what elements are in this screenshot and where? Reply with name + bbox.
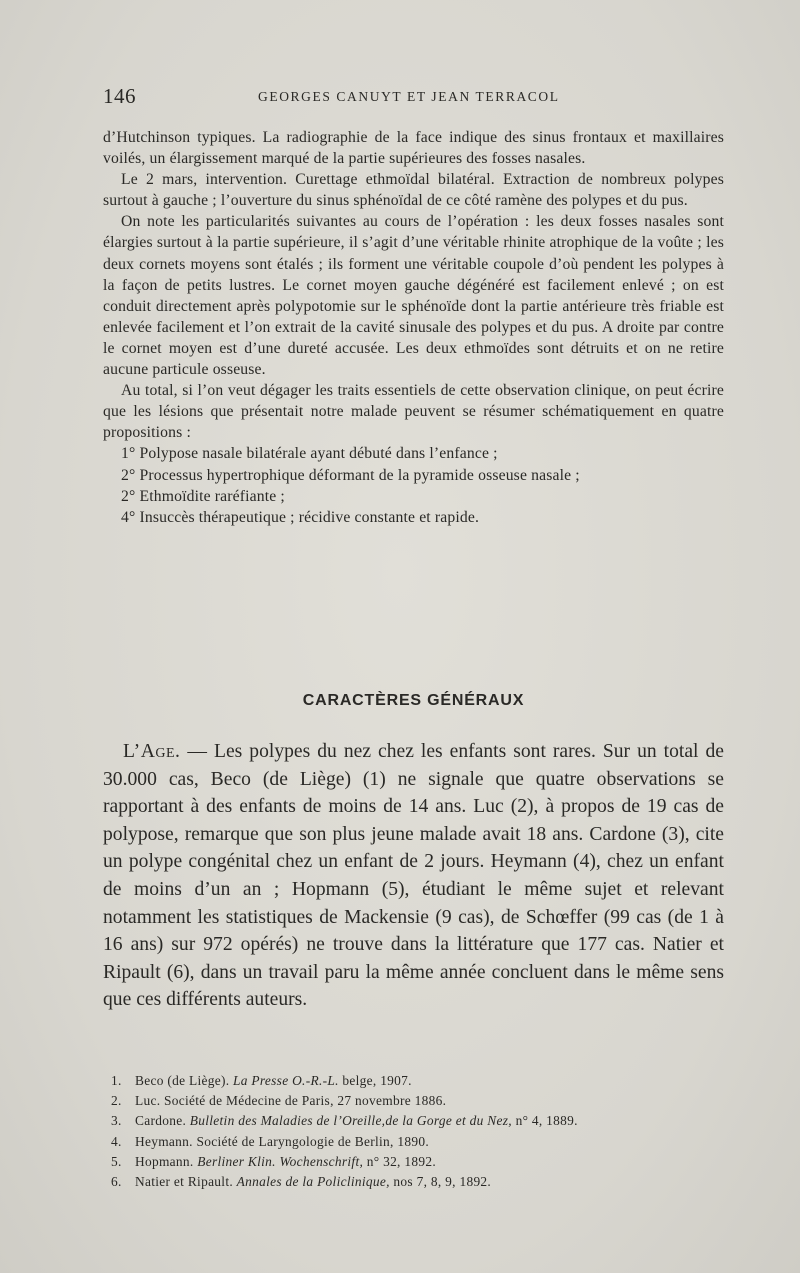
paragraph [103,738,724,1014]
footnote-number: 6. [111,1174,122,1190]
footnote-title: Bulletin des Maladies de l’Oreille,de la Gorge et du Nez, [189,1113,512,1129]
list-item: 2° Processus hypertrophique déformant de la pyramide osseuse nasale ; [121,466,580,484]
footnote [111,1071,731,1091]
footnote-text: Hopmann. [135,1153,198,1169]
footnote-text: Cardone. [135,1113,190,1129]
page-header [103,84,713,108]
running-head: GEORGES CANUYT ET JEAN TERRACOL [258,89,560,104]
footnote-text: Beco (de Liège). [135,1073,234,1088]
footnote-number: 3. [111,1113,122,1129]
paragraph: Le 2 mars, intervention. Curettage ethmoïdal bilatéral. Extraction de nombreux polypes surtout à gauche ; l’ouverture du sinus sphénoïdal de ce côté ramène des polypes et du pus. [103,171,724,210]
footnote-title: Annales de la Policlinique, [236,1174,390,1190]
footnote-number: 1. [111,1073,122,1088]
lead-term: L’Age. [123,741,181,762]
paragraph: On note les particularités suivantes au cours de l’opération : les deux fosses nasales sont élargies surtout à la partie supérieure, il s’agit d’une véritable rhinite atrophique de la voûte ; les deux cornets moyens sont étalés ; ils forment une véritable coupole d’où pendent les polypes à la façon de petits lustres. Le cornet moyen gauche dégénéré est facilement enlevé ; on est conduit directement après polypotomie sur le sphénoïde dont la partie antérieure très friable est enlevée facilement et l’on extrait de la cavité sinusale des polypes et du pus. A droite par contre le cornet moyen est d’une dureté accusée. Les deux ethmoïdes sont détruits et on ne retire aucune particule osseuse. [103,213,724,379]
lead-text: — Les polypes du nez chez les enfants sont rares. Sur un total de 30.000 cas, Beco (de Liège) (1) ne signale que quatre observations se rapportant à des enfants de moins de 14 ans. Luc (2), à propos de 19 cas de polypose, remarque que son plus jeune malade avait 18 ans. Cardone (3), cite un polype congénital chez un enfant de 2 jours. Heymann (4), chez un enfant de moins d’un an ; Hopmann (5), étudiant le même sujet et relevant notamment les statistiques de Mackensie (9 cas), de Schœffer (99 cas (de 1 à 16 ans) sur 972 opérés) ne trouve dans la littérature que 177 cas. Natier et Ripault (6), dans un travail paru la même année concluent dans le même sens que ces différents auteurs. [103,741,724,1011]
footnote-text: n° 4, 1889. [511,1113,578,1129]
footnote-number: 2. [111,1093,122,1109]
footnote-text: Natier et Ripault. [135,1174,237,1190]
footnote-text: nos 7, 8, 9, 1892. [389,1174,492,1190]
footnote-text: belge, 1907. [338,1073,412,1088]
list-item: 2° Ethmoïdite raréfiante ; [121,487,285,505]
section-body [103,738,724,1014]
footnote-text: n° 32, 1892. [363,1153,436,1169]
observation-text [103,127,724,528]
footnote-number: 4. [111,1133,122,1149]
footnote-title: Berliner Klin. Wochenschrift, [197,1153,364,1169]
footnote-title: La Presse O.-R.-L. [233,1073,339,1088]
footnote [111,1172,731,1192]
footnote-text: Heymann. Société de Laryngologie de Berlin, 1890. [135,1133,429,1149]
list-item: 1° Polypose nasale bilatérale ayant débuté dans l’enfance ; [121,445,498,463]
footnote [111,1111,731,1131]
paragraph: Au total, si l’on veut dégager les traits essentiels de cette observation clinique, on peut écrire que les lésions que présentait notre malade peuvent se résumer schématiquement en quatre propositions : [103,382,724,442]
footnote-number: 5. [111,1153,122,1169]
footnote [111,1152,731,1172]
paragraph: d’Hutchinson typiques. La radiographie de la face indique des sinus frontaux et maxillaires voilés, un élargissement marqué de la partie supérieures des fosses nasales. [103,129,724,168]
footnotes [111,1071,731,1192]
footnote [111,1091,731,1111]
list-item: 4° Insuccès thérapeutique ; récidive constante et rapide. [121,508,480,526]
footnote [111,1132,731,1152]
page-number: 146 [103,84,136,108]
section-heading: CARACTÈRES GÉNÉRAUX [302,692,525,709]
footnote-text: Luc. Société de Médecine de Paris, 27 novembre 1886. [135,1093,447,1109]
